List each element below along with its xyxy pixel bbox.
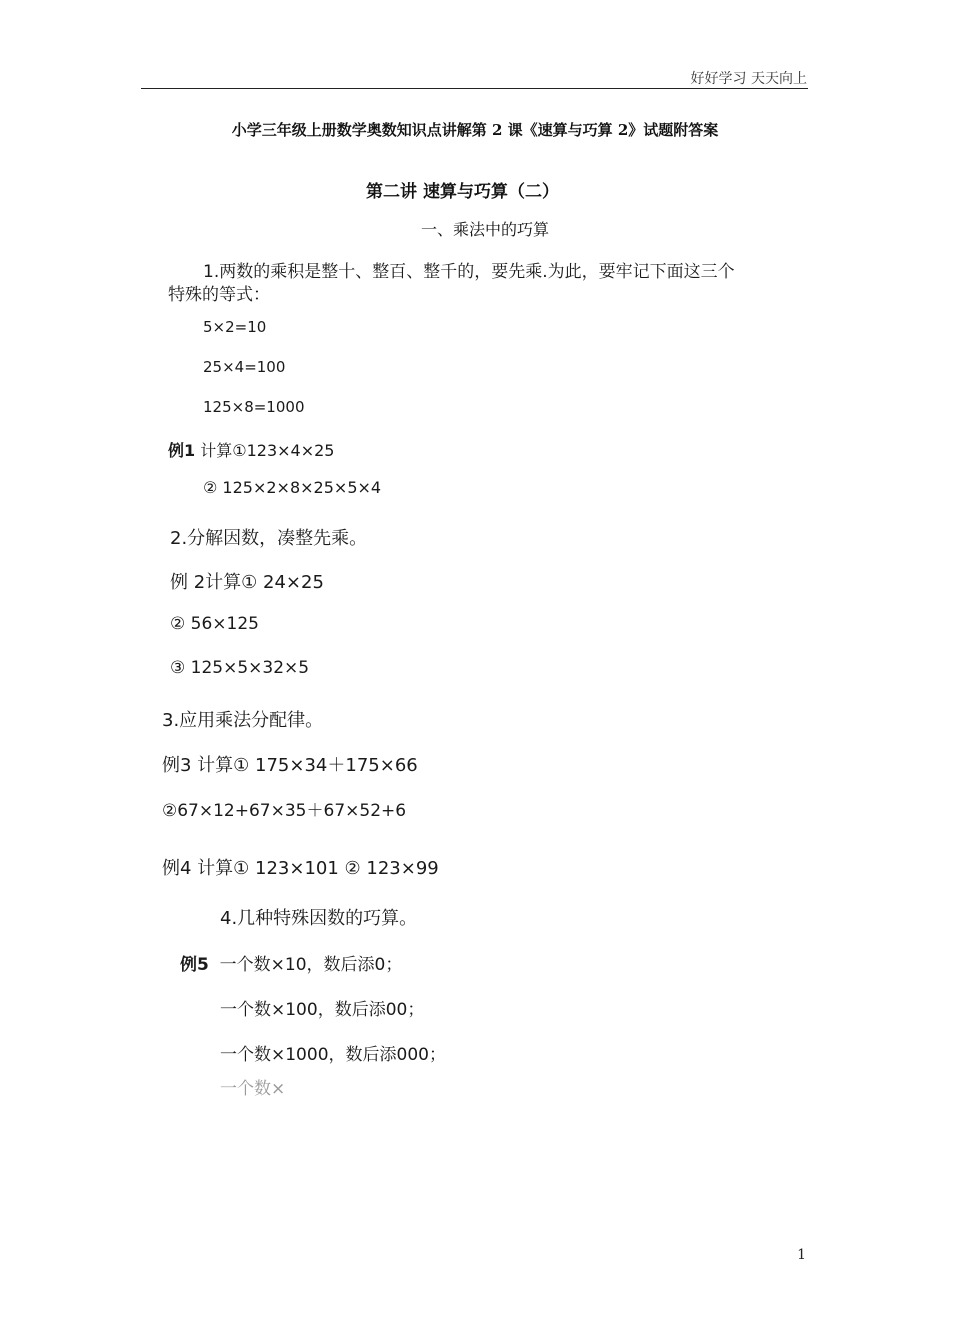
example2-q1: 例 2计算① 24×25 xyxy=(170,572,324,593)
header-text: 好好学习 天天向上 xyxy=(690,71,807,87)
example5-r1-text: 一个数×10，数后添0； xyxy=(219,955,403,975)
section-title: 一、乘法中的巧算 xyxy=(420,220,549,239)
example5-r3: 一个数×1000，数后添000； xyxy=(220,1045,446,1065)
point1-line2: 特殊的等式： xyxy=(168,285,270,305)
example3-q1: 例3 计算① 175×34＋175×66 xyxy=(162,755,418,776)
equation-1: 5×2=10 xyxy=(203,318,267,336)
example1-q1-text: 计算①123×4×25 xyxy=(200,441,335,460)
example1-tag: 例1 xyxy=(168,441,196,460)
point2-heading: 2.分解因数，凑整先乘。 xyxy=(170,528,368,549)
example5-r4-cutoff xyxy=(220,1074,340,1099)
document-title: 小学三年级上册数学奥数知识点讲解第 2 课《速算与巧算 2》试题附答案 xyxy=(231,121,719,139)
example1-q1 xyxy=(168,438,334,461)
point3-heading: 3.应用乘法分配律。 xyxy=(162,710,324,731)
header-rule xyxy=(141,88,808,89)
example4-q: 例4 计算① 123×101 ② 123×99 xyxy=(162,858,439,879)
page-number: 1 xyxy=(797,1247,806,1263)
example5-tag: 例5 xyxy=(180,955,209,975)
equation-3: 125×8=1000 xyxy=(203,398,305,416)
equation-2: 25×4=100 xyxy=(203,358,286,376)
point1-line1: 1.两数的乘积是整十、整百、整千的，要先乘.为此，要牢记下面这三个 xyxy=(203,262,735,282)
example3-q2: ②67×12+67×35＋67×52+6 xyxy=(162,801,407,821)
point4-heading: 4.几种特殊因数的巧算。 xyxy=(220,908,418,929)
example2-q3: ③ 125×5×32×5 xyxy=(170,658,310,678)
example5-r1 xyxy=(180,950,402,975)
example5-r2: 一个数×100，数后添00； xyxy=(220,1000,425,1020)
lecture-title: 第二讲 速算与巧算（二） xyxy=(366,182,559,202)
example5-r4-text: 一个数× xyxy=(220,1079,286,1099)
example2-q2: ② 56×125 xyxy=(170,614,259,634)
example1-q2: ② 125×2×8×25×5×4 xyxy=(203,478,382,497)
